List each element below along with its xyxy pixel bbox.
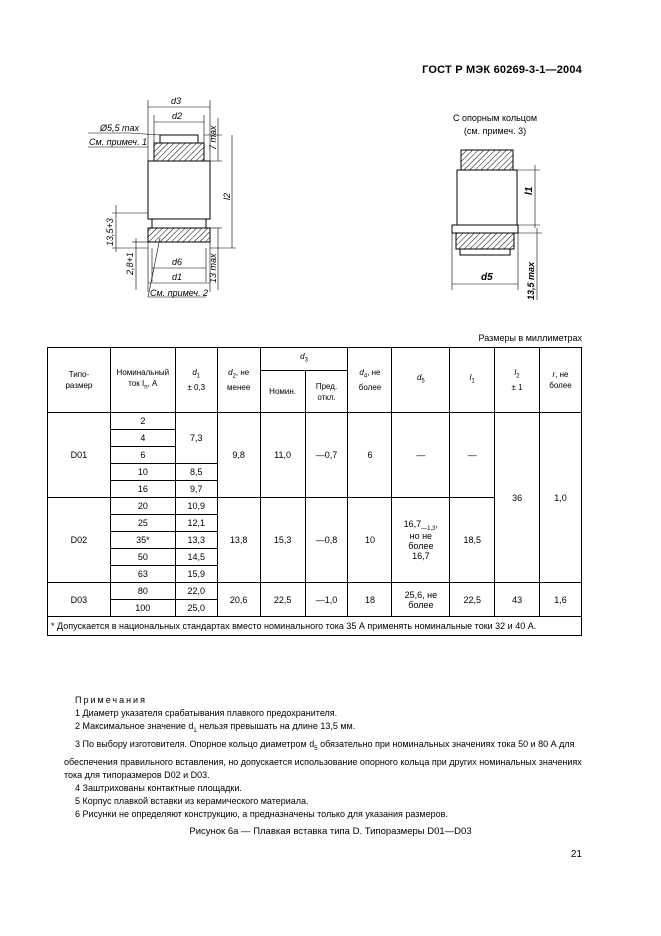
cell-l1-d01: — bbox=[450, 413, 495, 498]
label-d3: d3 bbox=[171, 96, 182, 106]
cell-d3pred-d02: —0,8 bbox=[305, 498, 348, 583]
note-2: 2 Максимальное значение $d_1$ нельзя превышать на длине 13,5 мм. bbox=[75, 721, 356, 734]
label-note1: См. примеч. 1 bbox=[89, 137, 147, 147]
cell-d5-d03: 25,6, не более bbox=[392, 583, 450, 617]
cell-d1: 7,3 bbox=[175, 413, 217, 464]
page-number: 21 bbox=[570, 849, 582, 860]
note-1: 1 Диаметр указателя срабатывания плавкого предохранителя. bbox=[75, 708, 338, 718]
hdr-d3: $d_3$ bbox=[260, 348, 348, 371]
label-phi: Ø5,5 max bbox=[100, 123, 140, 133]
notes-section bbox=[64, 694, 584, 821]
hdr-current: Номинальный ток $I_n$, А bbox=[110, 348, 175, 413]
figure-caption: Рисунок 6а — Плавкая вставка типа D. Типоразмеры D01—D03 bbox=[189, 826, 472, 837]
label-l1: l1 bbox=[524, 186, 535, 195]
cell-d5-d02: $16,7_{—1,3}$, но не более 16,7 bbox=[392, 498, 450, 583]
cell-l2-d03: 43 bbox=[495, 583, 540, 617]
cell-current: 35* bbox=[110, 532, 175, 549]
note-4: 4 Заштрихованы контактные площадки. bbox=[75, 782, 242, 793]
label-d1: d1 bbox=[172, 272, 183, 282]
label-d2: d2 bbox=[172, 111, 183, 121]
units-note: Размеры в миллиметрах bbox=[478, 333, 582, 343]
cell-d4-d03: 18 bbox=[348, 583, 392, 617]
cell-d3nom-d02: 15,3 bbox=[260, 498, 305, 583]
label-13max: 13 max bbox=[208, 253, 218, 283]
label-13-5max: 13,5 max bbox=[526, 261, 536, 300]
cell-r-shared: 1,0 bbox=[540, 413, 582, 583]
label-d6: d6 bbox=[172, 257, 183, 267]
label-note2: См. примеч. 2 bbox=[150, 288, 208, 298]
cell-current: 25 bbox=[110, 515, 175, 532]
cell-d4-d01: 6 bbox=[348, 413, 392, 498]
hdr-d3-nom: Номин. bbox=[260, 371, 305, 413]
cell-type-d03: D03 bbox=[48, 583, 111, 617]
cell-d3nom-d03: 22,5 bbox=[260, 583, 305, 617]
cell-d1: 15,9 bbox=[175, 566, 217, 583]
cell-d2-d01: 9,8 bbox=[217, 413, 260, 498]
cell-current: 2 bbox=[110, 413, 175, 430]
cell-d1: 14,5 bbox=[175, 549, 217, 566]
cell-type-d02: D02 bbox=[48, 498, 111, 583]
hdr-l1: $l_1$ bbox=[450, 348, 495, 413]
hdr-d2: $d_2$, не менее bbox=[217, 348, 260, 413]
label-d5: d5 bbox=[481, 272, 493, 283]
note-5: 5 Корпус плавкой вставки из керамического материала. bbox=[75, 795, 309, 806]
cell-d5-d01: — bbox=[392, 413, 450, 498]
cell-d1: 9,7 bbox=[175, 481, 217, 498]
label-7max: 7 max bbox=[208, 125, 218, 150]
note-6: 6 Рисунки не определяют конструкцию, а предназначены только для указания размеров. bbox=[75, 808, 448, 819]
hdr-d5: $d_5$ bbox=[392, 348, 450, 413]
cell-l1-d03: 22,5 bbox=[450, 583, 495, 617]
cell-current: 4 bbox=[110, 430, 175, 447]
ring-caption-line2: (см. примеч. 3) bbox=[463, 126, 527, 136]
cell-current: 10 bbox=[110, 464, 175, 481]
cell-d1: 8,5 bbox=[175, 464, 217, 481]
cell-current: 16 bbox=[110, 481, 175, 498]
cell-d3pred-d01: —0,7 bbox=[305, 413, 348, 498]
table-footnote: * Допускается в национальных стандартах вместо номинального тока 35 А применять номинальные токи 32 и 40 А. bbox=[48, 617, 582, 636]
hdr-l2: $l_2$ ± 1 bbox=[495, 348, 540, 413]
note-3: 3 По выбору изготовителя. Опорное кольцо диаметром $d_5$ обязательно при номинальных значениях тока 50 и 80 А для обеспечения правильного вставления, но допускается использование опорного кольца при других номинальных значениях тока для типоразмеров D02 и D03. bbox=[64, 738, 582, 780]
hdr-type: Типо- размер bbox=[48, 348, 111, 413]
label-l2: l2 bbox=[222, 192, 232, 200]
cell-l2-shared: 36 bbox=[495, 413, 540, 583]
cell-current: 20 bbox=[110, 498, 175, 515]
cell-d2-d02: 13,8 bbox=[217, 498, 260, 583]
cell-d1: 10,9 bbox=[175, 498, 217, 515]
hdr-d4: $d_4$, не более bbox=[348, 348, 392, 413]
hdr-d1: $d_1$ ± 0,3 bbox=[175, 348, 217, 413]
cell-current: 63 bbox=[110, 566, 175, 583]
cell-type-d01: D01 bbox=[48, 413, 111, 498]
cell-d3pred-d03: —1,0 bbox=[305, 583, 348, 617]
cell-d3nom-d01: 11,0 bbox=[260, 413, 305, 498]
cell-d1: 12,1 bbox=[175, 515, 217, 532]
cell-d1: 13,3 bbox=[175, 532, 217, 549]
cell-current: 100 bbox=[110, 600, 175, 617]
ring-caption-line1: С опорным кольцом bbox=[452, 113, 538, 123]
cell-d1: 22,0 bbox=[175, 583, 217, 600]
label-2-8: 2,8+1 bbox=[125, 252, 135, 275]
cell-current: 6 bbox=[110, 447, 175, 464]
cell-d2-d03: 20,6 bbox=[217, 583, 260, 617]
notes-title: Примечания bbox=[75, 695, 147, 705]
hdr-r: r, не более bbox=[540, 348, 582, 413]
cell-d4-d02: 10 bbox=[348, 498, 392, 583]
ring-caption bbox=[430, 112, 560, 138]
fuse-drawing-left bbox=[0, 0, 661, 320]
cell-current: 80 bbox=[110, 583, 175, 600]
cell-r-d03: 1,6 bbox=[540, 583, 582, 617]
dimensions-table bbox=[47, 347, 582, 636]
cell-d1: 25,0 bbox=[175, 600, 217, 617]
cell-current: 50 bbox=[110, 549, 175, 566]
hdr-d3-pred: Пред. откл. bbox=[305, 371, 348, 413]
label-13-5: 13,5+3 bbox=[105, 218, 115, 246]
document-header: ГОСТ Р МЭК 60269-3-1—2004 bbox=[422, 64, 582, 76]
cell-l1-d02: 18,5 bbox=[450, 498, 495, 583]
